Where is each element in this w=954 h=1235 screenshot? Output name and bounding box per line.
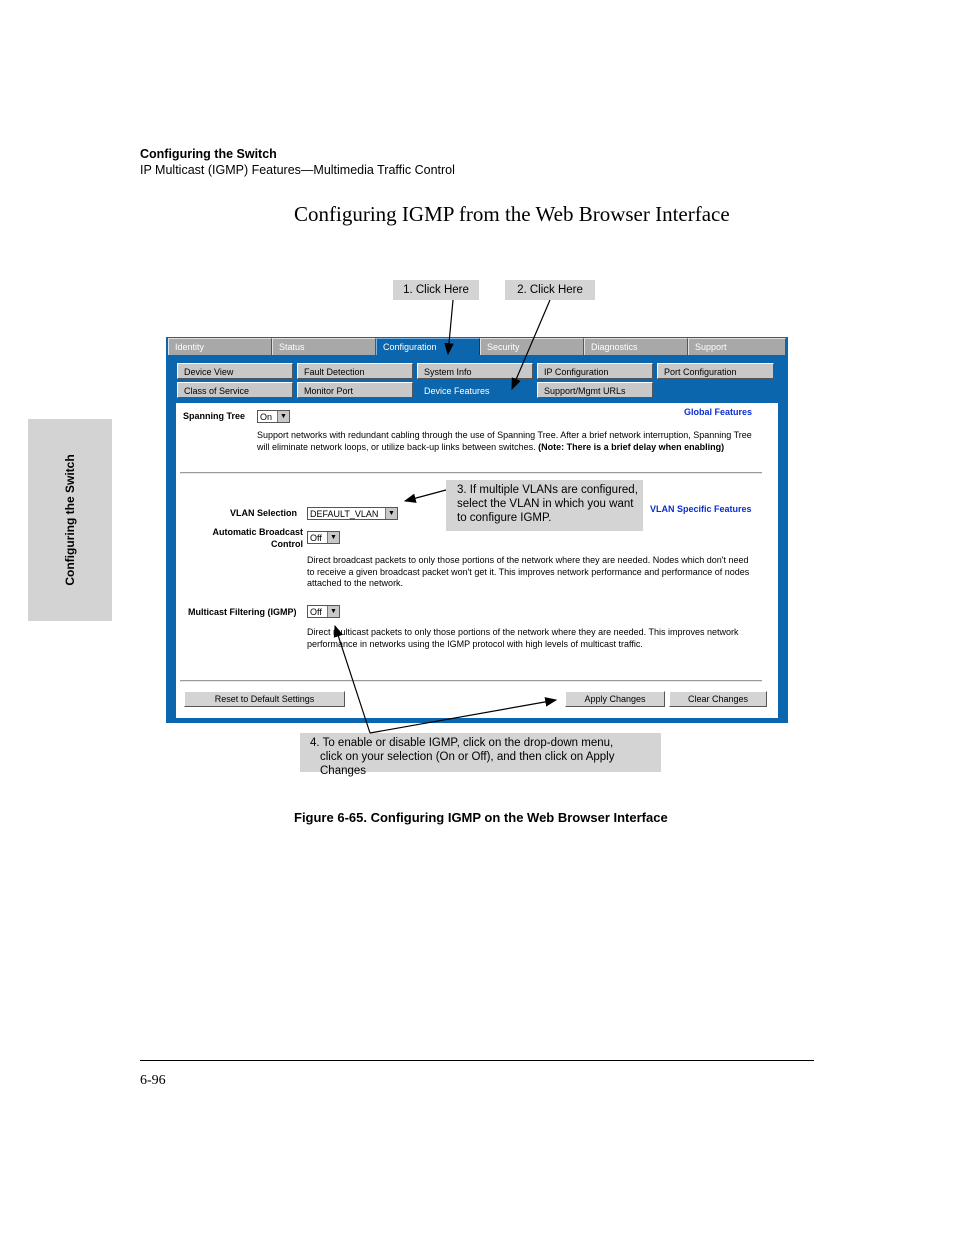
igmp-label: Multicast Filtering (IGMP)	[188, 607, 297, 617]
arrow-3	[405, 490, 446, 501]
igmp-desc: Direct multicast packets to only those portions of the network where they are needed. This improves network performance in networks using the IGMP protocol with high levels of multicast traffic.	[307, 627, 739, 649]
footer-rule	[140, 1060, 814, 1061]
tab-configuration[interactable]: Configuration	[376, 338, 480, 355]
side-tab-label: Configuring the Switch	[63, 454, 77, 586]
subtab-class-of-service[interactable]: Class of Service	[177, 382, 293, 398]
spanning-tree-value: On	[260, 412, 273, 422]
reset-default-button[interactable]: Reset to Default Settings	[184, 691, 345, 707]
subtab-ip-configuration[interactable]: IP Configuration	[537, 363, 653, 379]
callout-3: 3. If multiple VLANs are configured, select the VLAN in which you want to configure IGMP.	[446, 480, 643, 531]
spanning-tree-label: Spanning Tree	[183, 411, 246, 421]
dropdown-arrow-icon: ▼	[327, 532, 339, 543]
callout-2: 2. Click Here	[505, 280, 595, 300]
subtab-fault-detection[interactable]: Fault Detection	[297, 363, 413, 379]
arrow-1	[448, 300, 453, 354]
abc-desc: Direct broadcast packets to only those portions of the network where they are needed. Nodes which don't need to receive a given broadcast packet won't get it. This improves network performance and performance of nodes attached to the network.	[307, 555, 750, 588]
callout-1: 1. Click Here	[393, 280, 479, 300]
global-features-link[interactable]: Global Features	[684, 407, 753, 417]
abc-value: Off	[310, 533, 322, 543]
tab-identity[interactable]: Identity	[168, 338, 272, 355]
tab-security[interactable]: Security	[480, 338, 584, 355]
clear-changes-button[interactable]: Clear Changes	[669, 691, 767, 707]
spanning-desc-line2: will eliminate network loops, or utilize back-up links between switches. (Note: There is a brief delay when enabling)	[257, 442, 725, 452]
subtab-port-configuration[interactable]: Port Configuration	[657, 363, 774, 379]
arrow-4b	[370, 700, 556, 733]
subtab-device-view[interactable]: Device View	[177, 363, 293, 379]
page-number: 6-96	[140, 1073, 166, 1088]
igmp-value: Off	[310, 607, 322, 617]
running-header-subsection: IP Multicast (IGMP) Features—Multimedia Traffic Control	[140, 163, 455, 177]
subtab-support-mgmt-urls[interactable]: Support/Mgmt URLs	[537, 382, 653, 398]
abc-label: Automatic Broadcast Control	[212, 527, 303, 549]
subtab-device-features[interactable]: Device Features	[417, 382, 533, 398]
tab-support[interactable]: Support	[688, 338, 786, 355]
figure-caption: Figure 6-65. Configuring IGMP on the Web Browser Interface	[294, 810, 668, 825]
vlan-specific-features-link[interactable]: VLAN Specific Features	[650, 504, 752, 514]
running-header-section: Configuring the Switch	[140, 147, 277, 161]
arrow-2	[512, 300, 550, 389]
dropdown-arrow-icon: ▼	[277, 411, 289, 422]
vlan-selection-value: DEFAULT_VLAN	[310, 509, 379, 519]
arrow-4a	[335, 626, 370, 733]
spanning-desc-line1: Support networks with redundant cabling through the use of Spanning Tree. After a brief network interruption, Spanning Tree	[257, 430, 752, 440]
callout-4: 4. To enable or disable IGMP, click on the drop-down menu, click on your selection (On or Off), and then click on Apply Changes	[300, 733, 661, 772]
vlan-selection-label: VLAN Selection	[230, 508, 298, 518]
dropdown-arrow-icon: ▼	[327, 606, 339, 617]
dropdown-arrow-icon: ▼	[385, 508, 397, 519]
page-title: Configuring IGMP from the Web Browser Interface	[294, 202, 730, 226]
subtab-monitor-port[interactable]: Monitor Port	[297, 382, 413, 398]
apply-changes-button[interactable]: Apply Changes	[565, 691, 665, 707]
subtab-system-info[interactable]: System Info	[417, 363, 533, 379]
tab-status[interactable]: Status	[272, 338, 376, 355]
tab-diagnostics[interactable]: Diagnostics	[584, 338, 688, 355]
